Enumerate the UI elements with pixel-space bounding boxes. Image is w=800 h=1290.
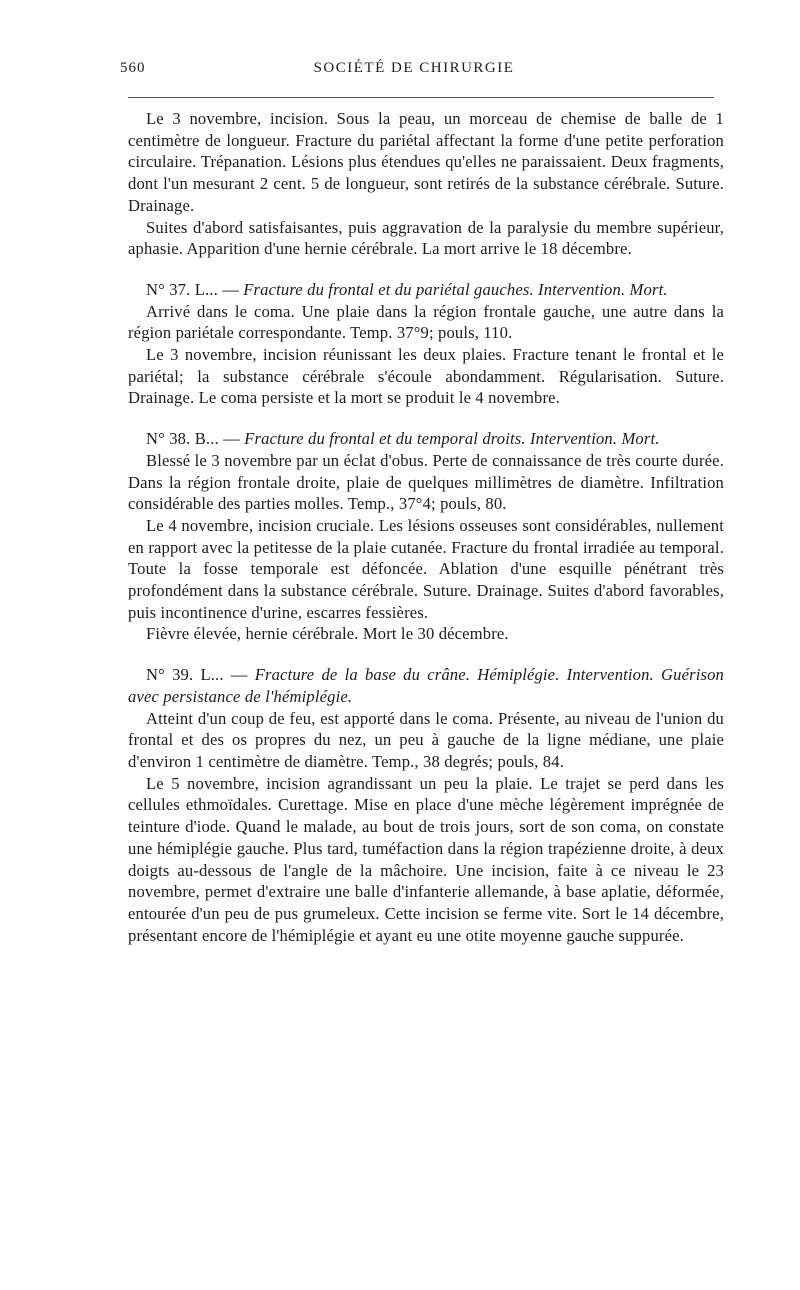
header-rule: [128, 97, 714, 98]
case-heading: [128, 664, 724, 707]
running-head: [118, 56, 710, 86]
case-39: [128, 664, 724, 946]
case-paragraph: Atteint d'un coup de feu, est apporté dans le coma. Présente, au niveau de l'union du frontal et des os propres du nez, un peu à gauche de la ligne médiane, une plaie d'environ 1 centimètre de diamètre. Temp., 38 degrés; pouls, 84.: [128, 708, 724, 771]
case-number: N° 39. L... —: [146, 665, 248, 685]
running-title: SOCIÉTÉ DE CHIRURGIE: [313, 60, 515, 76]
case-number: N° 37. L... —: [146, 279, 239, 299]
page-number: 560: [120, 60, 146, 76]
case-title: Fracture de la base du crâne. Hémiplégie. Intervention. Guérison avec persistance de l'hémiplégie.: [128, 665, 724, 706]
case-38: [128, 428, 724, 645]
intro-section: [128, 108, 724, 260]
intro-paragraph: Suites d'abord satisfaisantes, puis aggravation de la paralysie du membre supérieur, aphasie. Apparition d'une hernie cérébrale. La mort arrive le 18 décembre.: [128, 217, 724, 259]
case-paragraph: Le 5 novembre, incision agrandissant un peu la plaie. Le trajet se perd dans les cellules ethmoïdales. Curettage. Mise en place d'une mèche légèrement imprégnée de teinture d'iode. Quand le malade, au bout de trois jours, sort de son coma, on constate une hémiplégie gauche. Plus tard, tuméfaction dans la région trapézienne droite, à deux doigts au-dessous de l'angle de la mâchoire. Une incision, faite à ce niveau le 23 novembre, permet d'extraire une balle d'infanterie allemande, à base aplatie, déformée, entourée d'un peu de pus grumeleux. Cette incision se ferme vite. Sort le 14 décembre, présentant encore de l'hémiplégie et ayant eu une otite moyenne gauche suppurée.: [128, 773, 724, 945]
case-title: Fracture du frontal et du pariétal gauches. Intervention. Mort.: [243, 279, 668, 299]
case-paragraph: Fièvre élevée, hernie cérébrale. Mort le 30 décembre.: [146, 624, 509, 644]
case-37: [128, 279, 724, 409]
case-paragraph: Le 3 novembre, incision réunissant les deux plaies. Fracture tenant le frontal et le pariétal; la substance cérébrale s'écoule abondamment. Régularisation. Suture. Drainage. Le coma persiste et la mort se produit le 4 novembre.: [128, 345, 724, 408]
case-number: N° 38. B... —: [146, 429, 240, 449]
case-paragraph: Arrivé dans le coma. Une plaie dans la région frontale gauche, une autre dans la région pariétale correspondante. Temp. 37°9; pouls, 110.: [128, 301, 724, 343]
case-paragraph: Le 4 novembre, incision cruciale. Les lésions osseuses sont considérables, nullement en rapport avec la petitesse de la plaie cutanée. Fracture du frontal irradiée au temporal. Toute la fosse temporale est défoncée. Ablation d'une esquille pénétrant très profondément dans la substance cérébrale. Suture. Drainage. Suites d'abord favorables, puis incontinence d'urine, escarres fessières.: [128, 515, 724, 622]
case-heading: [128, 428, 724, 450]
case-heading: [128, 279, 724, 301]
case-title: Fracture du frontal et du temporal droits. Intervention. Mort.: [244, 429, 660, 449]
intro-paragraph: Le 3 novembre, incision. Sous la peau, un morceau de chemise de balle de 1 centimètre de longueur. Fracture du pariétal affectant la forme d'une petite perforation circulaire. Trépanation. Lésions plus étendues qu'elles ne paraissaient. Deux fragments, dont l'un mesurant 2 cent. 5 de longueur, sont retirés de la substance cérébrale. Suture. Drainage.: [128, 109, 724, 215]
body-text: [128, 108, 724, 946]
case-paragraph: Blessé le 3 novembre par un éclat d'obus. Perte de connaissance de très courte durée. Dans la région frontale droite, plaie de quelques millimètres de diamètre. Infiltration considérable des parties molles. Temp., 37°4; pouls, 80.: [128, 450, 724, 514]
